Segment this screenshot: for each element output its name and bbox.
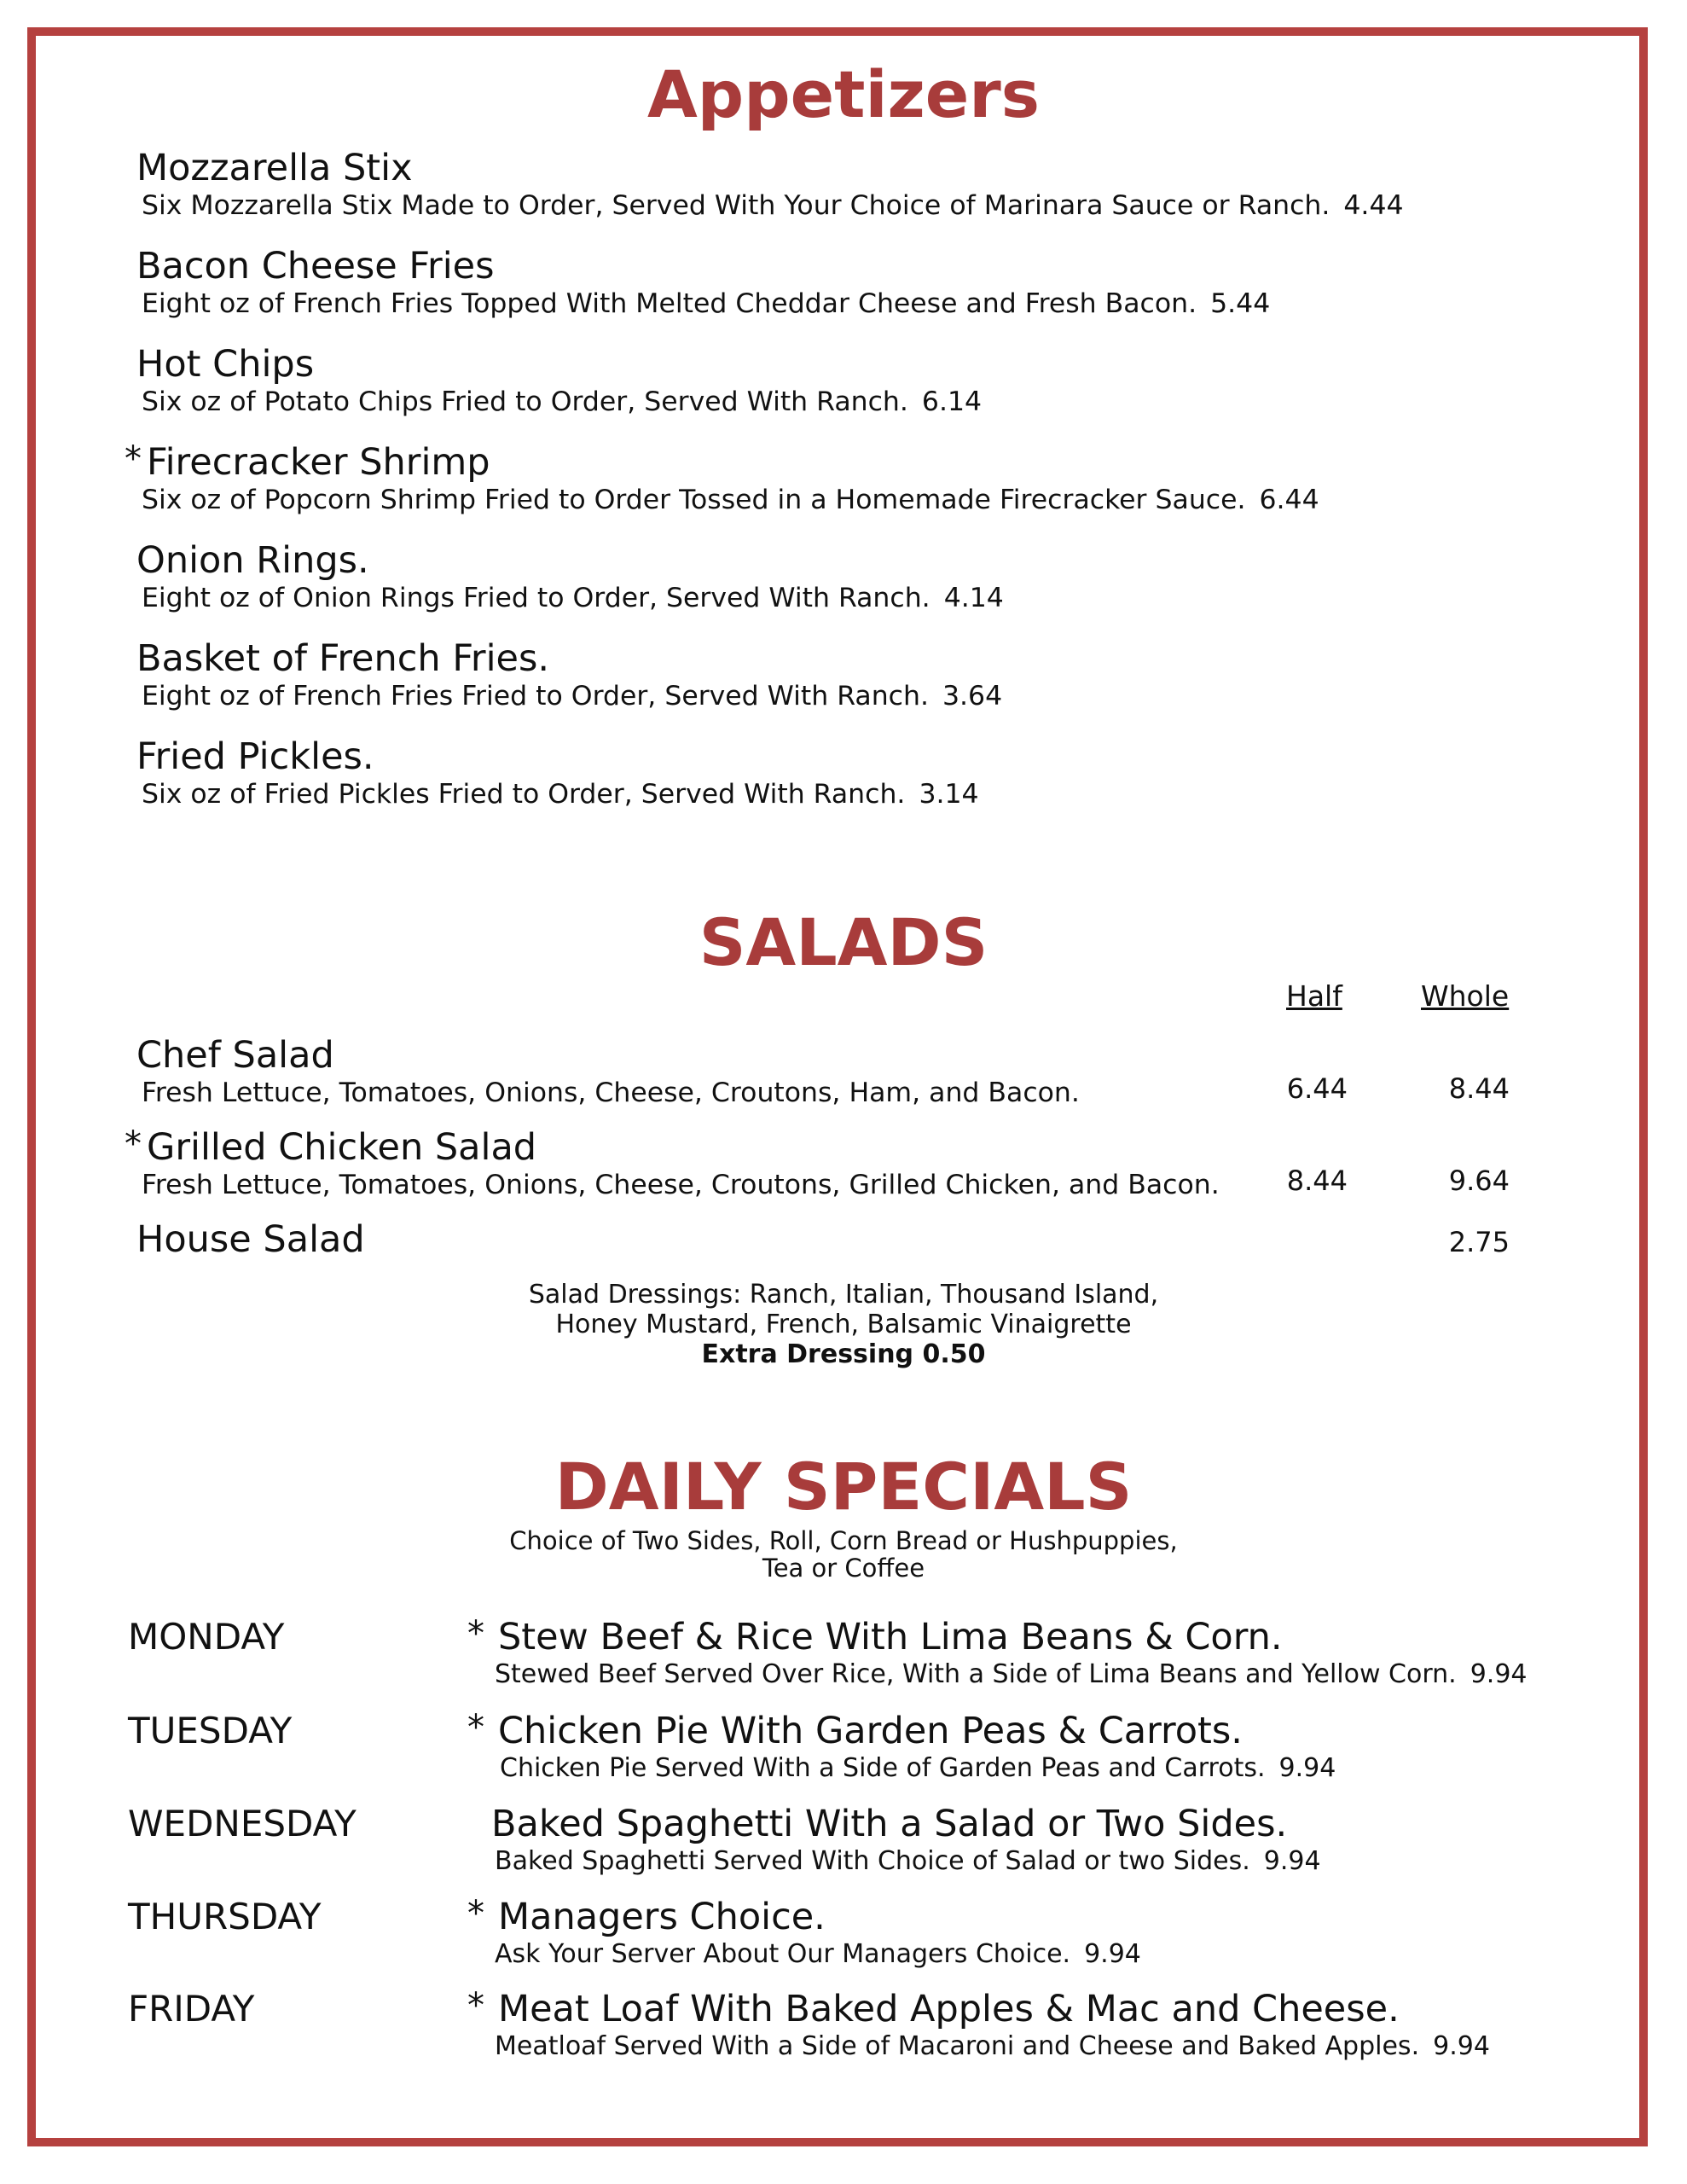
- menu-item-fried-pickles: [136, 735, 979, 810]
- menu-item-bacon-cheese-fries: [136, 245, 1270, 320]
- menu-item-onion-rings: [136, 539, 1004, 614]
- item-price: 6.44: [1259, 485, 1319, 515]
- item-price: 5.44: [1210, 288, 1271, 319]
- special-wednesday: [478, 1803, 1321, 1878]
- item-description: Six oz of Fried Pickles Fried to Order, Served With Ranch. 3.14: [142, 779, 979, 810]
- item-description: Eight oz of Onion Rings Fried to Order, Served With Ranch. 4.14: [142, 583, 1004, 613]
- item-description: Eight oz of French Fries Topped With Melted Cheddar Cheese and Fresh Bacon. 5.44: [142, 288, 1271, 319]
- item-name: Mozzarella Stix: [136, 147, 413, 189]
- item-name: Hot Chips: [136, 343, 315, 386]
- menu-item-house-salad: [136, 1218, 365, 1261]
- special-price: 9.94: [1433, 2031, 1490, 2061]
- price-half: 8.44: [1286, 1165, 1348, 1197]
- menu-item-basket-of-french-fries: [136, 637, 1002, 712]
- special-name: * Chicken Pie With Garden Peas & Carrots.: [467, 1708, 1243, 1752]
- special-name: * Meat Loaf With Baked Apples & Mac and Cheese.: [467, 1986, 1400, 2030]
- special-thursday: [467, 1894, 1141, 1971]
- item-description: Fresh Lettuce, Tomatoes, Onions, Cheese, Croutons, Grilled Chicken, and Bacon.: [142, 1170, 1220, 1200]
- item-name: Chef Salad: [136, 1034, 334, 1077]
- item-description: Six Mozzarella Stix Made to Order, Served With Your Choice of Marinara Sauce or Ranch. 4.44: [142, 190, 1404, 221]
- column-header-whole: Whole: [1421, 979, 1510, 1013]
- star-marker: *: [467, 1894, 484, 1933]
- special-price: 9.94: [1084, 1939, 1141, 1969]
- day-label-wednesday: WEDNESDAY: [128, 1803, 357, 1844]
- specials-note: Choice of Two Sides, Roll, Corn Bread or Hushpuppies, Tea or Coffee: [509, 1526, 1178, 1583]
- dressings-line: Salad Dressings: Ranch, Italian, Thousand Island,: [528, 1280, 1159, 1310]
- price-whole: 8.44: [1448, 1072, 1510, 1105]
- special-monday: [467, 1614, 1528, 1691]
- extra-dressing-price: Extra Dressing 0.50: [701, 1339, 986, 1369]
- salad-dressings-note: [0, 1280, 1687, 1369]
- star-marker: *: [125, 1124, 142, 1164]
- price-whole: 9.64: [1448, 1165, 1510, 1197]
- special-description: Baked Spaghetti Served With Choice of Salad or two Sides. 9.94: [495, 1846, 1321, 1876]
- item-description: Six oz of Potato Chips Fried to Order, Served With Ranch. 6.14: [142, 386, 983, 417]
- day-label-tuesday: TUESDAY: [128, 1710, 293, 1751]
- daily-specials-title: DAILY SPECIALS: [554, 1449, 1133, 1525]
- item-price: 4.14: [943, 583, 1004, 613]
- special-price: 9.94: [1278, 1753, 1336, 1783]
- item-name: Basket of French Fries.: [136, 637, 550, 680]
- appetizers-title: Appetizers: [646, 56, 1041, 132]
- menu-item-hot-chips: [136, 343, 982, 418]
- star-marker: *: [467, 1708, 484, 1747]
- menu-item-mozzarella-stix: [136, 147, 1404, 222]
- special-description: Meatloaf Served With a Side of Macaroni and Cheese and Baked Apples. 9.94: [495, 2031, 1490, 2061]
- special-description: Ask Your Server About Our Managers Choice. 9.94: [495, 1939, 1141, 1969]
- dressings-line: Honey Mustard, French, Balsamic Vinaigrette: [555, 1310, 1132, 1339]
- item-description: Eight oz of French Fries Fried to Order, Served With Ranch. 3.64: [142, 681, 1003, 712]
- special-friday: [467, 1986, 1490, 2063]
- special-tuesday: [467, 1708, 1336, 1785]
- special-name: * Stew Beef & Rice With Lima Beans & Corn.: [467, 1614, 1283, 1658]
- column-header-half: Half: [1286, 979, 1342, 1013]
- item-description: Fresh Lettuce, Tomatoes, Onions, Cheese, Croutons, Ham, and Bacon.: [142, 1077, 1080, 1108]
- star-marker: *: [125, 439, 142, 479]
- special-name: Baked Spaghetti With a Salad or Two Sides.: [491, 1803, 1288, 1845]
- special-description: Stewed Beef Served Over Rice, With a Side of Lima Beans and Yellow Corn. 9.94: [495, 1659, 1528, 1689]
- item-price: 3.64: [942, 681, 1003, 712]
- special-price: 9.94: [1470, 1659, 1528, 1689]
- price-half: 6.44: [1286, 1072, 1348, 1105]
- item-price: 6.14: [921, 386, 983, 417]
- special-description: Chicken Pie Served With a Side of Garden Peas and Carrots. 9.94: [500, 1753, 1336, 1783]
- star-marker: *: [467, 1986, 484, 2025]
- item-name: Onion Rings.: [136, 539, 369, 582]
- day-label-monday: MONDAY: [128, 1616, 285, 1658]
- day-label-friday: FRIDAY: [128, 1988, 255, 2030]
- menu-item-grilled-chicken-salad: [125, 1124, 1220, 1201]
- salads-title: SALADS: [699, 904, 988, 980]
- item-name: Fried Pickles.: [136, 735, 374, 778]
- special-price: 9.94: [1263, 1846, 1321, 1876]
- item-price: 4.44: [1343, 190, 1404, 221]
- menu-item-chef-salad: [136, 1034, 1080, 1109]
- day-label-thursday: THURSDAY: [128, 1896, 322, 1937]
- item-name: House Salad: [136, 1218, 365, 1261]
- item-description: Six oz of Popcorn Shrimp Fried to Order Tossed in a Homemade Firecracker Sauce. 6.44: [142, 485, 1319, 515]
- item-name: Bacon Cheese Fries: [136, 245, 495, 288]
- star-marker: *: [467, 1614, 484, 1653]
- special-name: * Managers Choice.: [467, 1894, 826, 1938]
- item-name: * Grilled Chicken Salad: [125, 1124, 537, 1169]
- item-price: 3.14: [919, 779, 979, 810]
- item-name: * Firecracker Shrimp: [125, 439, 490, 484]
- menu-item-firecracker-shrimp: [125, 439, 1319, 516]
- price-whole: 2.75: [1448, 1226, 1510, 1258]
